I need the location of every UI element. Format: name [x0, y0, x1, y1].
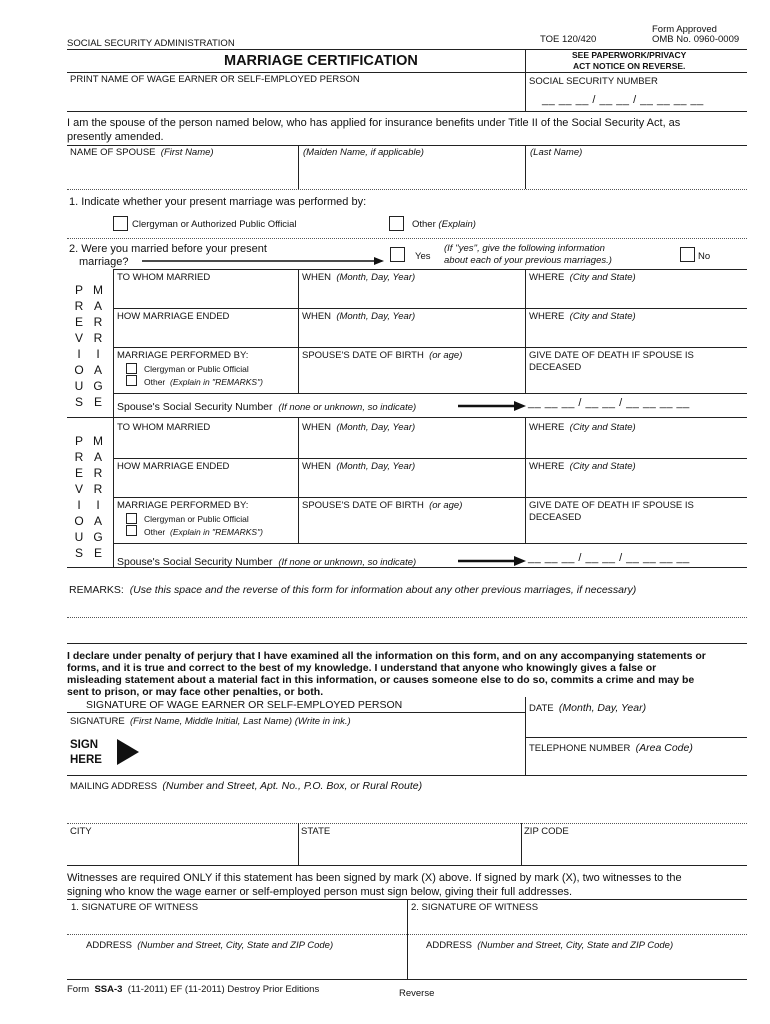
performed-other-checkbox[interactable]: [126, 525, 137, 536]
here-label: HERE: [70, 754, 102, 766]
performed-clergy-label: Clergyman or Public Official: [144, 364, 249, 374]
agency-name: SOCIAL SECURITY ADMINISTRATION: [67, 38, 235, 49]
question-2-line-2: marriage?: [79, 256, 129, 268]
side-letter: U: [74, 530, 84, 544]
side-letter: O: [74, 363, 84, 377]
performed-by-label: MARRIAGE PERFORMED BY:: [117, 350, 249, 361]
married-before-yes-checkbox[interactable]: [390, 247, 405, 262]
no-label: No: [698, 251, 711, 262]
declaration-line-4: sent to prison, or may face other penalties, or both.: [67, 686, 324, 698]
when-married-label: WHEN (Month, Day, Year): [302, 272, 416, 283]
when-ended-label: WHEN (Month, Day, Year): [302, 461, 416, 472]
spouse-ssn-blank[interactable]: __ __ __ / __ __ / __ __ __ __: [528, 397, 690, 409]
arrow-right-icon: [142, 256, 384, 266]
arrow-right-icon: [458, 556, 526, 566]
clergy-checkbox[interactable]: [113, 216, 128, 231]
witness-1-signature-label: 1. SIGNATURE OF WITNESS: [71, 902, 199, 913]
spouse-dob-label: SPOUSE'S DATE OF BIRTH (or age): [302, 350, 463, 361]
declaration-line-1: I declare under penalty of perjury that I have examined all the information on this form, and on any accompanying statements or: [67, 650, 706, 662]
performed-clergy-checkbox[interactable]: [126, 363, 137, 374]
where-married-label: WHERE (City and State): [529, 422, 636, 433]
how-ended-label: HOW MARRIAGE ENDED: [117, 311, 230, 322]
intro-line-1: I am the spouse of the person named below, who has applied for insurance benefits under Title II of the Social Security Act, as: [67, 117, 681, 129]
side-letter: P: [74, 434, 83, 448]
city-label: CITY: [70, 826, 92, 837]
performed-by-label: MARRIAGE PERFORMED BY:: [117, 500, 249, 511]
where-ended-label: WHERE (City and State): [529, 311, 636, 322]
side-letter: I: [96, 347, 100, 361]
performed-other-label: Other (Explain in "REMARKS"): [144, 527, 263, 537]
witness-note-line-1: Witnesses are required ONLY if this statement has been signed by mark (X) above. If signed by mark (X), two witnesses to the: [67, 872, 682, 884]
ssn-label: SOCIAL SECURITY NUMBER: [529, 76, 658, 87]
side-letter: A: [93, 514, 102, 528]
where-married-label: WHERE (City and State): [529, 272, 636, 283]
side-letter: E: [93, 546, 102, 560]
side-letter: I: [96, 498, 100, 512]
side-letter: A: [93, 363, 102, 377]
ssn-blank[interactable]: __ __ __ / __ __ / __ __ __ __: [542, 94, 704, 106]
zip-label: ZIP CODE: [524, 826, 569, 837]
witness-1-address-label: ADDRESS (Number and Street, City, State and ZIP Code): [86, 940, 334, 951]
side-letter: A: [93, 450, 102, 464]
toe-code: TOE 120/420: [540, 34, 597, 45]
declaration-line-2: forms, and it is true and correct to the best of my knowledge. I understand that anyone who knowingly gives a false or: [67, 662, 657, 674]
signature-header: SIGNATURE OF WAGE EARNER OR SELF-EMPLOYED PERSON: [86, 699, 403, 711]
side-letter: G: [93, 379, 103, 393]
form-approved: Form Approved: [652, 24, 717, 35]
paperwork-notice-1: SEE PAPERWORK/PRIVACY: [572, 50, 687, 60]
yes-note-1: (If ''yes'', give the following information: [444, 243, 605, 254]
side-letter: V: [74, 331, 83, 345]
to-whom-married-label: TO WHOM MARRIED: [117, 422, 211, 433]
spouse-maiden-label: (Maiden Name, if applicable): [303, 147, 424, 158]
state-label: STATE: [301, 826, 331, 837]
spouse-last-label: (Last Name): [530, 147, 583, 158]
sign-here-arrow-icon: [117, 739, 139, 765]
side-letter: R: [93, 466, 103, 480]
omb-number: OMB No. 0960-0009: [652, 34, 740, 45]
other-label: Other (Explain): [412, 219, 476, 230]
spouse-name-label: NAME OF SPOUSE (First Name): [70, 147, 214, 158]
where-ended-label: WHERE (City and State): [529, 461, 636, 472]
date-label: DATE (Month, Day, Year): [529, 702, 647, 714]
when-ended-label: WHEN (Month, Day, Year): [302, 311, 416, 322]
paperwork-notice-2: ACT NOTICE ON REVERSE.: [573, 61, 686, 71]
side-letter: R: [93, 482, 103, 496]
when-married-label: WHEN (Month, Day, Year): [302, 422, 416, 433]
print-name-label: PRINT NAME OF WAGE EARNER OR SELF-EMPLOYED PERSON: [70, 74, 360, 85]
performed-other-checkbox[interactable]: [126, 375, 137, 386]
side-letter: E: [93, 395, 102, 409]
witness-2-address-label: ADDRESS (Number and Street, City, State and ZIP Code): [426, 940, 674, 951]
question-1: 1. Indicate whether your present marriage was performed by:: [69, 196, 367, 208]
date-of-death-label: GIVE DATE OF DEATH IF SPOUSE IS: [529, 350, 694, 361]
other-checkbox[interactable]: [389, 216, 404, 231]
performed-clergy-checkbox[interactable]: [126, 513, 137, 524]
remarks-label: REMARKS: (Use this space and the reverse of this form for information about any other previous marriages, if necessary): [69, 584, 637, 596]
side-letter: U: [74, 379, 84, 393]
declaration-line-3: misleading statement about a material fact in this information, or causes someone else to do so, commits a crime and may be: [67, 674, 695, 686]
phone-label: TELEPHONE NUMBER (Area Code): [529, 742, 693, 754]
yes-note-2: about each of your previous marriages.): [444, 255, 612, 266]
side-letter: M: [93, 434, 103, 448]
deceased-label: DECEASED: [529, 362, 582, 373]
how-ended-label: HOW MARRIAGE ENDED: [117, 461, 230, 472]
side-letter: R: [93, 315, 103, 329]
spouse-dob-label: SPOUSE'S DATE OF BIRTH (or age): [302, 500, 463, 511]
spouse-ssn-blank[interactable]: __ __ __ / __ __ / __ __ __ __: [528, 552, 690, 564]
arrow-right-icon: [458, 401, 526, 411]
side-letter: P: [74, 283, 83, 297]
side-letter: O: [74, 514, 84, 528]
side-letter: E: [74, 466, 83, 480]
form-title: MARRIAGE CERTIFICATION: [224, 53, 418, 69]
deceased-label: DECEASED: [529, 512, 582, 523]
witness-2-signature-label: 2. SIGNATURE OF WITNESS: [411, 902, 539, 913]
spouse-ssn-label: Spouse's Social Security Number (If none or unknown, so indicate): [117, 401, 417, 413]
spouse-ssn-label: Spouse's Social Security Number (If none or unknown, so indicate): [117, 556, 417, 568]
footer-reverse: Reverse: [399, 988, 435, 999]
intro-line-2: presently amended.: [67, 131, 164, 143]
mailing-address-label: MAILING ADDRESS (Number and Street, Apt. No., P.O. Box, or Rural Route): [70, 780, 423, 792]
side-letter: I: [77, 498, 81, 512]
side-letter: S: [74, 395, 83, 409]
side-letter: M: [93, 283, 103, 297]
married-before-no-checkbox[interactable]: [680, 247, 695, 262]
side-letter: V: [74, 482, 83, 496]
signature-label: SIGNATURE (First Name, Middle Initial, Last Name) (Write in ink.): [70, 716, 351, 727]
witness-note-line-2: signing who know the wage earner or self-employed person must sign below, giving their full addresses.: [67, 886, 573, 898]
side-letter: G: [93, 530, 103, 544]
side-letter: R: [74, 299, 84, 313]
date-of-death-label: GIVE DATE OF DEATH IF SPOUSE IS: [529, 500, 694, 511]
question-2-line-1: 2. Were you married before your present: [69, 243, 267, 255]
to-whom-married-label: TO WHOM MARRIED: [117, 272, 211, 283]
side-letter: S: [74, 546, 83, 560]
side-letter: R: [93, 331, 103, 345]
side-letter: A: [93, 299, 102, 313]
side-letter: R: [74, 450, 84, 464]
clergy-label: Clergyman or Authorized Public Official: [132, 219, 297, 230]
footer-form-id: Form SSA-3 (11-2011) EF (11-2011) Destroy Prior Editions: [67, 984, 320, 995]
side-letter: E: [74, 315, 83, 329]
performed-clergy-label: Clergyman or Public Official: [144, 514, 249, 524]
performed-other-label: Other (Explain in "REMARKS"): [144, 377, 263, 387]
yes-label: Yes: [415, 251, 431, 262]
sign-label: SIGN: [70, 739, 99, 751]
side-letter: I: [77, 347, 81, 361]
